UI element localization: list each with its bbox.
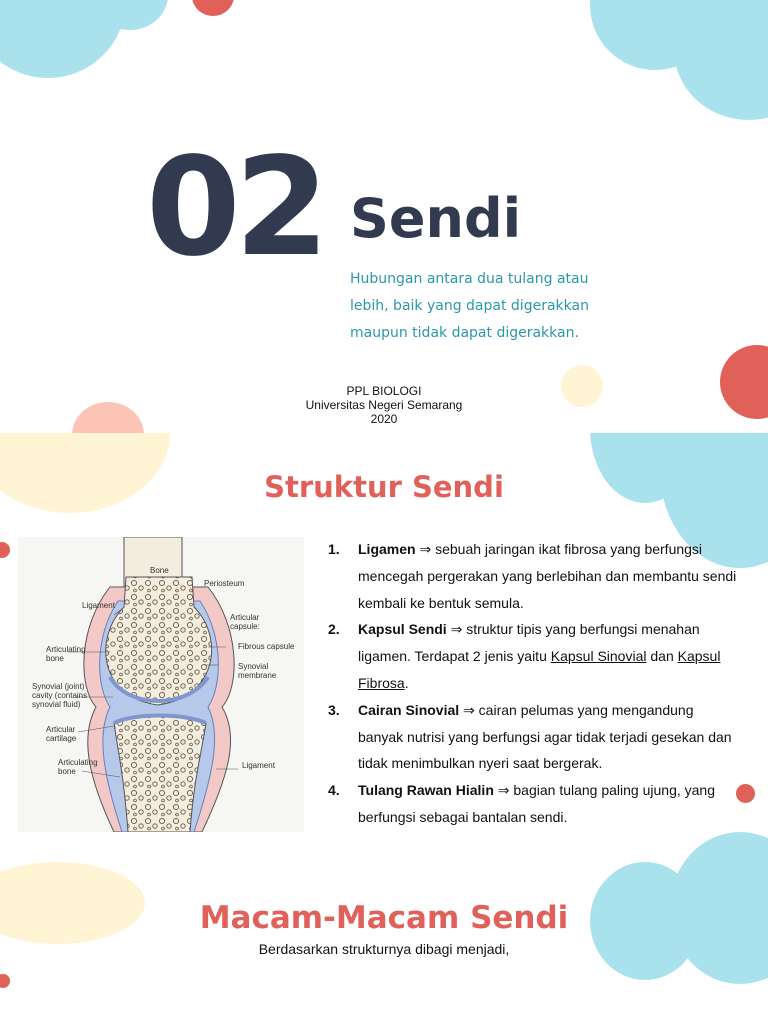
underlined-term: Kapsul Sinovial xyxy=(550,648,647,665)
description: bagian tulang paling ujung, yang berfungsi sebagai bantalan sendi. xyxy=(358,782,716,825)
arrow-symbol: ⇒ xyxy=(493,782,514,799)
description: sebuah jaringan ikat fibrosa yang berfungsi mencegah pergerakan yang berlebihan dan membantu sendi kembali ke bentuk semula. xyxy=(358,541,737,611)
list-item xyxy=(328,536,740,616)
figure-label: Periosteum xyxy=(204,579,245,588)
figure-label: membrane xyxy=(238,671,277,680)
underlined-term: Kapsul Fibrosa xyxy=(358,648,721,691)
arrow-symbol: ⇒ xyxy=(446,621,467,638)
figure-label: Articulating xyxy=(58,758,98,767)
figure-label: cartilage xyxy=(46,734,77,743)
list-number: 3. xyxy=(328,701,340,718)
credit-line: Universitas Negeri Semarang xyxy=(305,398,463,412)
section-heading-macam: Macam-Macam Sendi xyxy=(199,900,569,936)
decor-dot xyxy=(0,974,10,988)
list-number: 1. xyxy=(328,541,340,557)
figure-label: Fibrous capsule xyxy=(238,642,295,651)
term: Ligamen xyxy=(358,541,416,557)
arrow-symbol: ⇒ xyxy=(459,701,479,718)
section-heading-struktur: Struktur Sendi xyxy=(264,470,504,504)
figure-label: Articular xyxy=(230,613,260,622)
section-number: 02 xyxy=(146,129,324,287)
decor-dot xyxy=(0,542,10,558)
description: cairan pelumas yang mengandung banyak nutrisi yang berfungsi agar tidak terjadi gesekan dan tidak menimbulkan nyeri saat bergerak. xyxy=(358,701,732,772)
decor-dot xyxy=(192,0,234,16)
figure-label: Articulating xyxy=(46,645,86,654)
figure-label: Articular xyxy=(46,725,76,734)
figure-label: capsule: xyxy=(230,622,260,631)
description: struktur tipis yang berfungsi menahan ligamen. Terdapat 2 jenis yaitu xyxy=(358,621,700,665)
term: Kapsul Sendi xyxy=(358,621,447,638)
decor-blob xyxy=(674,0,768,120)
page-subtitle: Hubungan antara dua tulang atau lebih, baik yang dapat digerakkan maupun tidak dapat digerakkan. xyxy=(350,271,589,341)
credit-block xyxy=(0,384,768,426)
lead-text: Berdasarkan strukturnya dibagi menjadi, xyxy=(258,941,510,957)
list-number: 4. xyxy=(328,782,340,799)
arrow-symbol: ⇒ xyxy=(415,541,436,557)
list-item xyxy=(328,616,740,696)
figure-label: Bone xyxy=(150,566,169,575)
figure-label: Ligament xyxy=(82,601,115,610)
term: Cairan Sinovial xyxy=(358,701,460,718)
struktur-list xyxy=(328,536,740,831)
figure-label: Ligament xyxy=(242,761,275,770)
credit-line: PPL BIOLOGI xyxy=(346,384,422,398)
joint-diagram xyxy=(18,537,304,832)
figure-label: Synovial (joint) xyxy=(32,682,85,691)
figure-label: synovial fluid) xyxy=(32,700,81,709)
description: dan xyxy=(646,648,678,665)
figure-label: cavity (contains xyxy=(32,691,88,700)
list-number: 2. xyxy=(328,621,340,638)
figure-label: Synovial xyxy=(238,662,269,671)
figure-label: bone xyxy=(46,654,64,663)
list-item xyxy=(328,777,740,831)
description: . xyxy=(404,674,409,691)
page-title: Sendi xyxy=(350,187,522,250)
credit-line: 2020 xyxy=(370,412,398,426)
term: Tulang Rawan Hialin xyxy=(358,782,494,799)
figure-label: bone xyxy=(58,767,76,776)
list-item xyxy=(328,697,740,777)
